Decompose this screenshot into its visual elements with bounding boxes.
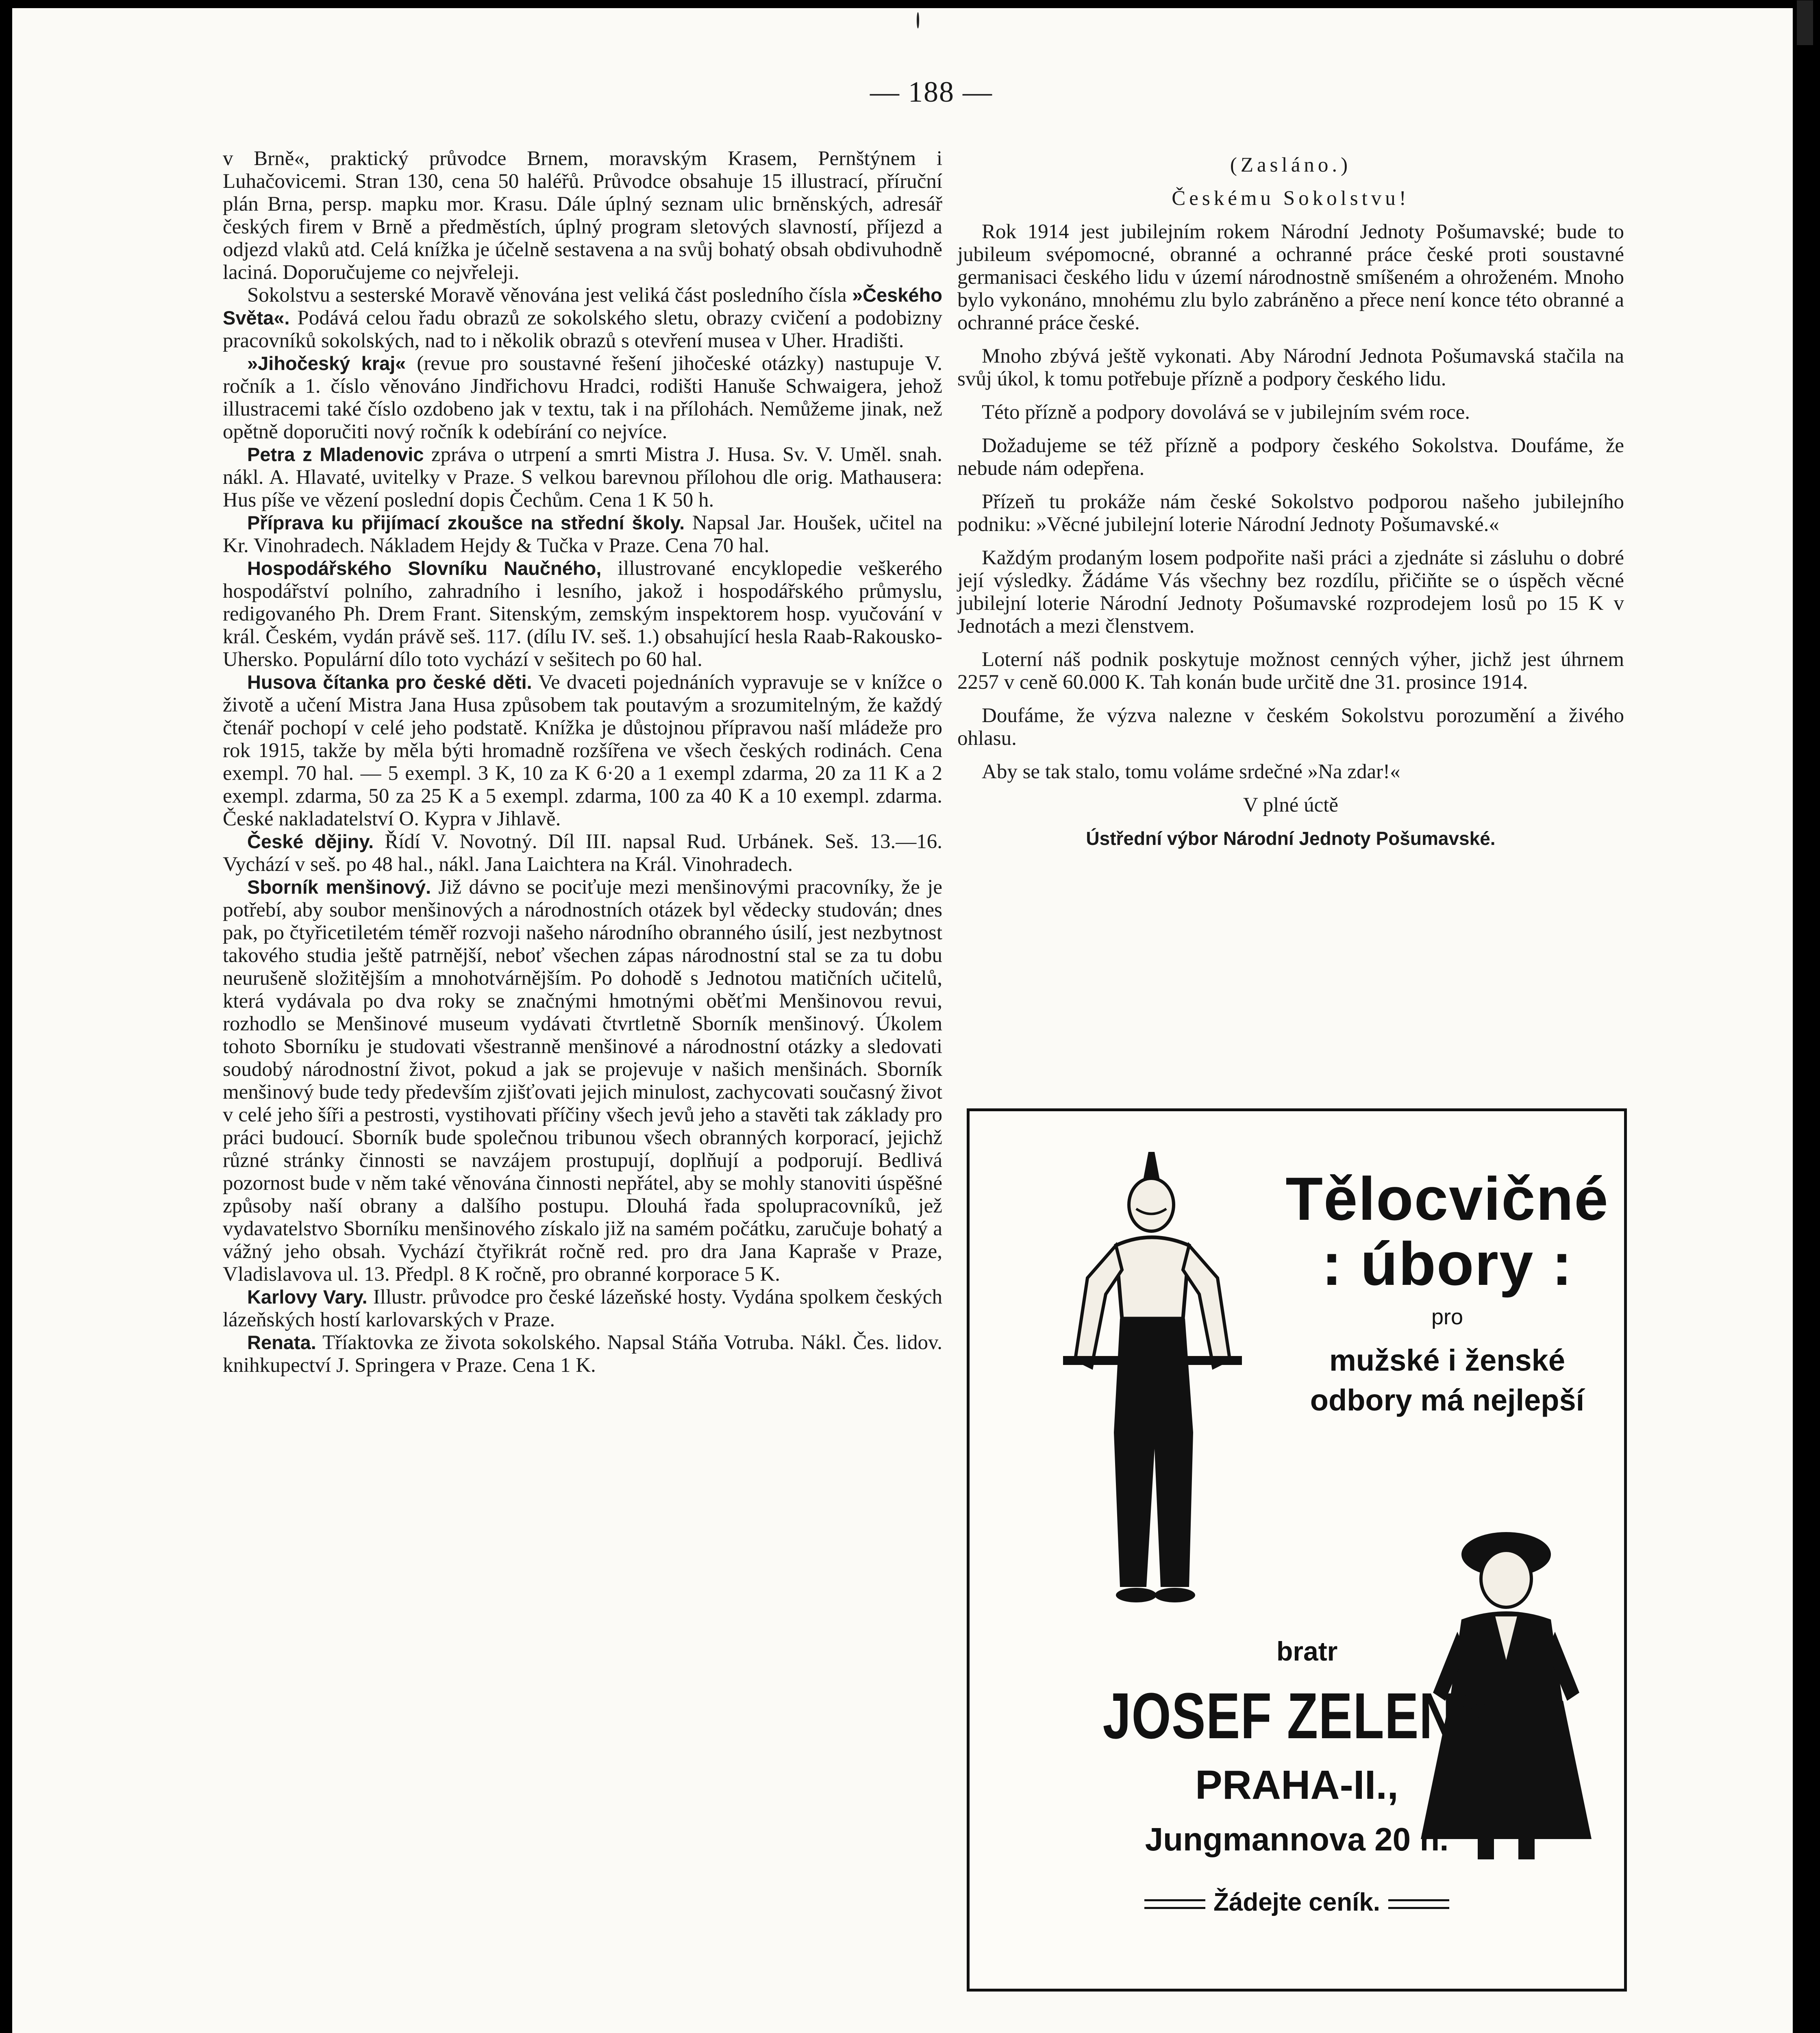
entry-5: Hospodářského Slovníku Naučného, illustrované encyklopedie veškerého hospodářství polního, zahradního i lesního, jakož i hospodářského průmyslu, redigovaného Ph. Drem Frant. Sitenským, zemským inspektorem hosp. vyučování v král. Českém, vydán právě seš. 117. (dílu IV. seš. 1.) obsahující hesla Raab-Rakousko-Uhersko. Populární dílo toto vychází v sešitech po 60 hal. <box>223 557 943 671</box>
ad-line-1: mužské i ženské <box>1329 1343 1565 1377</box>
zaslano-label: (Zasláno.) <box>1230 154 1352 176</box>
ad-bratr: bratr <box>1276 1636 1338 1666</box>
entry-8: Sborník menšinový. Již dávno se pociťuje mezi menšinovými pracovníky, že je potřebí, aby soubor menšinových a národnostních otázek byl vědecky studován; dnes pak, po čtyřicetiletém téměř rozvoji našeho národního obranného úsilí, jest nezbytnost takového studia ještě patrnější, neboť všechen zápas národnostní stal se za tu dobu neurušeně složitějším a mnohotvárnějším. Po dohodě s Jednotou matičních učitelů, která vydávala po dva roky se značnými hmotnými oběťmi Menšinovou revui, rozhodlo se Menšinové museum vydávati čtvrtletně Sborník menšinový. Úkolem tohoto Sborníku je studovati všestranně menšinové a národnostní otázky a sledovati soudobý národnostní život, pokud a jak se projevuje v našich menšinách. Sborník menšinový bude tedy především zjišťovati jejich minulost, zachycovati současný život v celé jeho šíři a pestrosti, vystihovati příčiny všech jevů jeho a stavěti tak základy pro práci budoucí. Sborník bude společnou tribunou všech obranných korporací, jejichž různé stránky činnosti se navzájem prostupují, doplňují a podporují. Bedlivá pozornost bude v něm také věnována činnosti nepřátel, aby se mohly stanoviti úspěšné způsoby naší obrany a dalšího postupu. Dlouhá řada spolupracovníků, jež vydavatelstvo Sborníku menšinového získalo již na samém počátku, zaručuje bohatý a vážný jeho obsah. Vychází čtyřikrát ročně red. pro dra Jana Kapraše v Praze, Vladislavova ul. 13. Předpl. 8 K ročně, pro obranné korporace 5 K. <box>223 876 942 1286</box>
ad-pro: pro <box>1431 1305 1463 1329</box>
entry-9: Karlovy Vary. Illustr. průvodce pro české lázeňské hosty. Vydána spolkem českých lázeňských hostí karlovarských v Praze. <box>223 1286 942 1331</box>
closing-line: V plné úctě <box>1243 794 1339 816</box>
advertisement <box>967 1108 1627 1992</box>
appeal-heading: Českému Sokolstvu! <box>1172 187 1410 210</box>
print-speck <box>1797 0 1813 45</box>
ad-company-name: JOSEF ZELENÝ <box>1102 1679 1491 1752</box>
appeal-paragraph: Rok 1914 jest jubilejním rokem Národní Jednoty Pošumavské; bude to jubileum svépomocné, obranné a ochranné práce české proti soustavné germanisaci českého lidu v území národnostně smíšeném a ohroženém. Mnoho bylo vykonáno, mnohému zlu bylo zabráněno a přece není konce této obranné a ochranné práce české. <box>957 220 1624 334</box>
ad-line-2: odbory má nejlepší <box>1310 1383 1585 1417</box>
page-number: — 188 — <box>870 76 993 108</box>
entry-7: České dějiny. Řídí V. Novotný. Díl III. napsal Rud. Urbánek. Seš. 13.—16. Vychází v seš. po 48 hal., nákl. Jana Laichtera na Král. Vinohradech. <box>223 830 942 876</box>
appeal-paragraph: Každým prodaným losem podpořite naši práci a zjednáte si zásluhu o dobré její výsledky. Žádáme Vás všechny bez rozdílu, přičiňte se o úspěch věcné jubilejní loterie Národní Jednoty Pošumavské rozprodejem losů po 15 K v Jednotách a mezi členstvem. <box>957 546 1624 638</box>
right-column <box>957 154 1624 860</box>
print-speck <box>917 12 919 28</box>
signature: Ústřední výbor Národní Jednoty Pošumavské. <box>1086 828 1496 849</box>
left-column <box>223 147 942 1377</box>
appeal-paragraph: Aby se tak stalo, tomu voláme srdečné »Na zdar!« <box>982 760 1400 783</box>
decorative-rule <box>1144 1899 1205 1909</box>
entry-3: Petra z Mladenovic zpráva o utrpení a smrti Mistra J. Husa. Sv. V. Uměl. snah. nákl. A. Hlavaté, uvitelky v Praze. S velkou barevnou přílohou dle orig. Mathausera: Hus píše ve vězení poslední dopis Čechům. Cena 1 K 50 h. <box>223 443 942 512</box>
appeal-paragraph: Doufáme, že výzva nalezne v českém Sokolstvu porozumění a živého ohlasu. <box>957 704 1624 750</box>
appeal-paragraph: Mnoho zbývá ještě vykonati. Aby Národní Jednota Pošumavská stačila na svůj úkol, k tomu potřebuje přízně a podpory českého lidu. <box>957 345 1624 390</box>
ad-title-line2: : úbory : <box>1322 1230 1573 1298</box>
ad-city: PRAHA-II., <box>1195 1762 1398 1808</box>
entry-6: Husova čítanka pro české děti. Ve dvaceti pojednáních vypravuje se v knížce o životě a učení Mistra Jana Husa způsobem tak poutavým a srozumitelným, že každý čtenář pochopí v celé jeho podstatě. Knížka je důstojnou přípravou naší mládeže pro rok 1915, takže by měla býti hromadně rozšířena ve všech českých rodinách. Cena exempl. 70 hal. — 5 exempl. 3 K, 10 za K 6·20 a 1 exempl zdarma, 20 za 11 K a 2 exempl. zdarma, 50 za 25 K a 5 exempl. zdarma, 100 za 40 K a 10 exempl. zdarma. České nakladatelství O. Kypra v Jihlavě. <box>223 671 942 830</box>
ad-cenik: Žádejte ceník. <box>970 1888 1624 1917</box>
entry-2: »Jihočeský kraj« (revue pro soustavné řešení jihočeské otázky) nastupuje V. ročník a 1. číslo věnováno Jindřichovu Hradci, rodišti Hanuše Schwaigera, jehož illustracemi také číslo ozdobeno jak v textu, tak i na přílohách. Nemůžeme jinak, než opětně doporučiti nový ročník k odebírání co nejvíce. <box>223 352 942 443</box>
entry-1: Sokolstvu a sesterské Moravě věnována jest veliká část posledního čísla »Českého Světa«. Podává celou řadu obrazů ze sokolského sletu, obrazy cvičení a podobizny pracovníků sokolských, nad to i několik obrazů s otevření musea v Uher. Hradišti. <box>223 284 942 352</box>
appeal-paragraph: Přízeň tu prokáže nám české Sokolstvo podporou našeho jubilejního podniku: »Věcné jubilejní loterie Národní Jednoty Pošumavské.« <box>957 490 1624 536</box>
appeal-paragraph: Loterní náš podnik poskytuje možnost cenných výher, jichž jest úhrnem 2257 v ceně 60.000 K. Tah konán bude určitě dne 31. prosince 1914. <box>957 648 1624 694</box>
entry-10: Renata. Tříaktovka ze života sokolského. Napsal Stáňa Votruba. Nákl. Čes. lidov. knihkupectví J. Springera v Praze. Cena 1 K. <box>223 1331 942 1377</box>
intro-paragraph: v Brně«, praktický průvodce Brnem, moravským Krasem, Pernštýnem i Luhačovicemi. Stran 130, cena 50 haléřů. Průvodce obsahuje 15 illustrací, příruční plán Brna, persp. mapku mor. Krasu. Dále úplný seznam ulic brněnských, adresář českých firem v Brně a předměstích, úplný program sletových slavností, příjezd a odjezd vlaků atd. Celá knížka je účelně sestavena a na svůj bohatý obsah obdivuhodně laciná. Doporučujeme co nejvřeleji. <box>223 147 942 284</box>
decorative-rule <box>1388 1899 1449 1909</box>
appeal-paragraph: Této přízně a podpory dovolává se v jubilejním svém roce. <box>982 401 1470 424</box>
appeal-paragraph: Dožadujeme se též přízně a podpory českého Sokolstva. Doufáme, že nebude nám odepřena. <box>957 434 1624 480</box>
ad-street: Jungmannova 20 n. <box>1145 1821 1449 1857</box>
entry-4: Příprava ku přijímací zkoušce na střední školy. Napsal Jar. Houšek, učitel na Kr. Vinohradech. Nákladem Hejdy & Tučka v Praze. Cena 70 hal. <box>223 512 942 557</box>
gymnast-figure-illustration <box>1039 1148 1266 1611</box>
ad-title-line1: Tělocvičné <box>1285 1165 1609 1233</box>
